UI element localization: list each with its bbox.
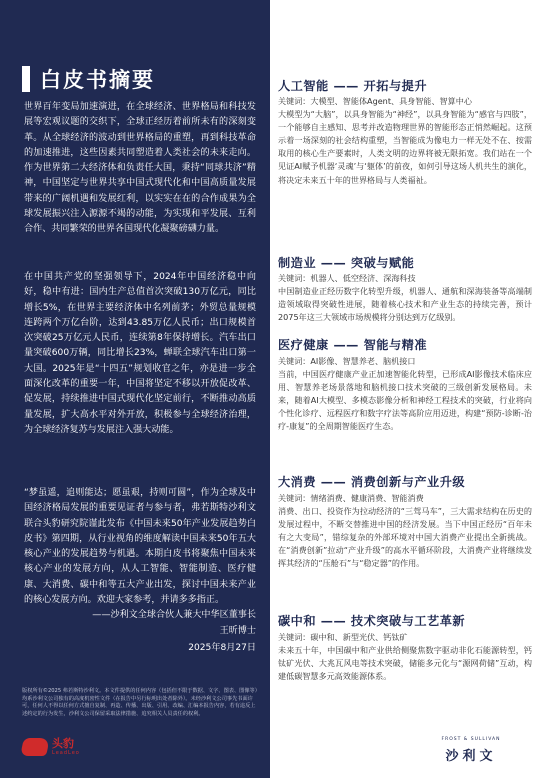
section-title-ai: 人工智能 —— 开拓与提升 xyxy=(278,79,428,93)
summary-heading xyxy=(22,64,155,94)
intro-paragraph-1: 世界百年变局加速演进，在全球经济、世界格局和科技发展等宏观议题的交织下，全球正经历着前所未有的深刻变革。从全球经济的波动到世界格局的重塑，再到科技革命的加速推进，这些因素共同塑造着人类社会的未来走向。作为世界第二大经济体和负责任大国，秉持“同球共济”精神，中国坚定与世界共享中国式现代化和中国高质量发展带来的广阔机遇和发展红利，以实实在在的合作成果为全球发展振兴注入源源不竭的动能，为实现和平发展、互利合作、共同繁荣的世界各国现代化凝聚磅礴力量。 xyxy=(24,102,256,235)
page-title: 白皮书摘要 xyxy=(40,68,155,92)
leadleo-logo xyxy=(22,738,80,756)
right-panel xyxy=(270,0,539,778)
intro-paragraph-2: 在中国共产党的坚强领导下，2024年中国经济稳中向好，稳中有进：国内生产总值首次突破130万亿元，同比增长5%，在世界主要经济体中名列前茅；外贸总量规模连跨两个万亿台阶，达到43.85万亿人民币；出口规模首次突破25万亿元人民币，连续第8年保持增长。汽车出口量突破600万辆，同比增长23%，蝉联全球汽车出口第一大国。2025年是“十四五”规划收官之年，亦是进一步全面深化改革的重要一年，中国将坚定不移以开放促改革、促发展，持续推进中国式现代化坚定前行，不断推动高质量发展，扩大高水平对外开放，积极参与全球经济治理，为全球经济复苏与发展注入强大动能。 xyxy=(24,272,256,435)
section-body-healthcare: 关键词：AI影像、智慧养老、脑机接口 当前，中国医疗健康产业正加速智能化转型，已形成AI影像技术临床应用、智慧养老场景落地和脑机接口技术突破的三级创新发展格局。未来，随着AI大模型、多模态影像分析和神经工程技术的突破，行业将向个性化诊疗、远程医疗和数字疗法等高阶应用迈进，构建“预防-诊断-治疗-康复”的全周期智能医疗生态。 xyxy=(278,356,532,432)
logo-cn-text: 头豹 xyxy=(52,737,74,750)
section-title-healthcare: 医疗健康 —— 智能与精准 xyxy=(278,338,428,352)
section-title-manufacturing: 制造业 —— 突破与赋能 xyxy=(278,256,415,270)
title-bar-decoration xyxy=(22,66,30,92)
section-body-carbon-neutral: 关键词：碳中和、新型光伏、钙钛矿 未来五十年，中国碳中和产业供给侧聚焦数字驱动非化石能源转型，钙钛矿光伏、大兆瓦风电等技术突破，储能多元化与“源网荷储”互动，构建低碳智慧多元高效能源体系。 xyxy=(278,632,532,682)
logo-right-cn: 沙利文 xyxy=(445,749,497,764)
section-body-manufacturing: 关键词：机器人、低空经济、深海科技 中国制造业正经历数字化转型升级，机器人、通航和深海装备等高端制造领域取得突破性进展，随着核心技术和产业生态的持续完善，预计2075年这三大领域市场规模将分别达到万亿级别。 xyxy=(278,273,532,323)
section-body-ai: 关键词：大模型、智能体Agent、具身智能、智算中心 大模型为“大脑”，以具身智能为“神经”，以具身智能为“感官与四肢”，一个能够自主感知、思考并改造物理世界的智能形态正悄然崛起。这预示着一场深刻的社会结构重塑，当智能成为像电力一样无处不在、按需取用的核心生产要素时，人类文明的边界将被无限拓宽。我们站在一个见证AI赋予机器‘灵魂’与‘躯体’的前夜，如何引导这场人机共生的演化，将决定未来五十年的世界格局与人类福祉。 xyxy=(278,96,532,185)
section-title-carbon-neutral: 碳中和 —— 技术突破与工艺革新 xyxy=(278,614,466,628)
logo-right-en: FROST & SULLIVAN xyxy=(441,737,501,742)
leopard-logo-icon xyxy=(20,738,50,756)
section-title-consumption: 大消费 —— 消费创新与产业升级 xyxy=(278,475,466,489)
signature-title: ——沙利文全球合伙人兼大中华区董事长 xyxy=(92,610,256,620)
logo-en-text: LeadLeo xyxy=(52,750,80,756)
section-body-consumption: 关键词：情绪消费、健康消费、智能消费 消费、出口、投资作为拉动经济的“三驾马车”，三大需求结构在历史的发展过程中，不断交替推进中国的经济发展。当下中国正经历“百年未有之大变局”，错综复杂的外部环境对中国大消费产业提出全新挑战。在“消费创新”拉动“产业升级”的高水平循环阶段，大消费产业将继续发挥其经济的“压舱石”与“稳定器”的作用。 xyxy=(278,493,532,569)
copyright-disclaimer: 版权所有©2025 弗若斯特沙利文。本文件提供的任何内容（包括但不限于数据、文字、图表、图像等）均系沙利文公司独有的高度机密性文件（在报告中另行标明出处者除外）。未经沙利文公司事先书面许可，任何人不得以任何方式擅自复制、再造、传播、出版、引用、改编、汇编本报告内容，若有违反上述约定的行为发生，沙利文公司保留采取法律措施、追究相关人员责任的权利。 xyxy=(22,688,258,717)
signature-name: 王昕博士 xyxy=(219,626,256,636)
frost-sullivan-logo xyxy=(435,737,507,764)
intro-paragraph-3: “梦虽遥，追则能达；愿虽艰，持则可圆”，作为全球及中国经济格局发展的重要见证者与参与者，弗若斯特沙利文联合头豹研究院谨此发布《中国未来50年产业发展趋势白皮书》第四期，从行业视角的维度解读中国未来50年五大核心产业的发展趋势与机遇。本期白皮书将聚焦中国未来核心产业的发展方向，从人工智能、智能制造、医疗健康、大消费、碳中和等五大产业出发，探讨中国未来产业的核心发展方向。欢迎大家参考，并请多多指正。 xyxy=(24,488,256,606)
signature-date: 2025年8月27日 xyxy=(188,643,256,653)
